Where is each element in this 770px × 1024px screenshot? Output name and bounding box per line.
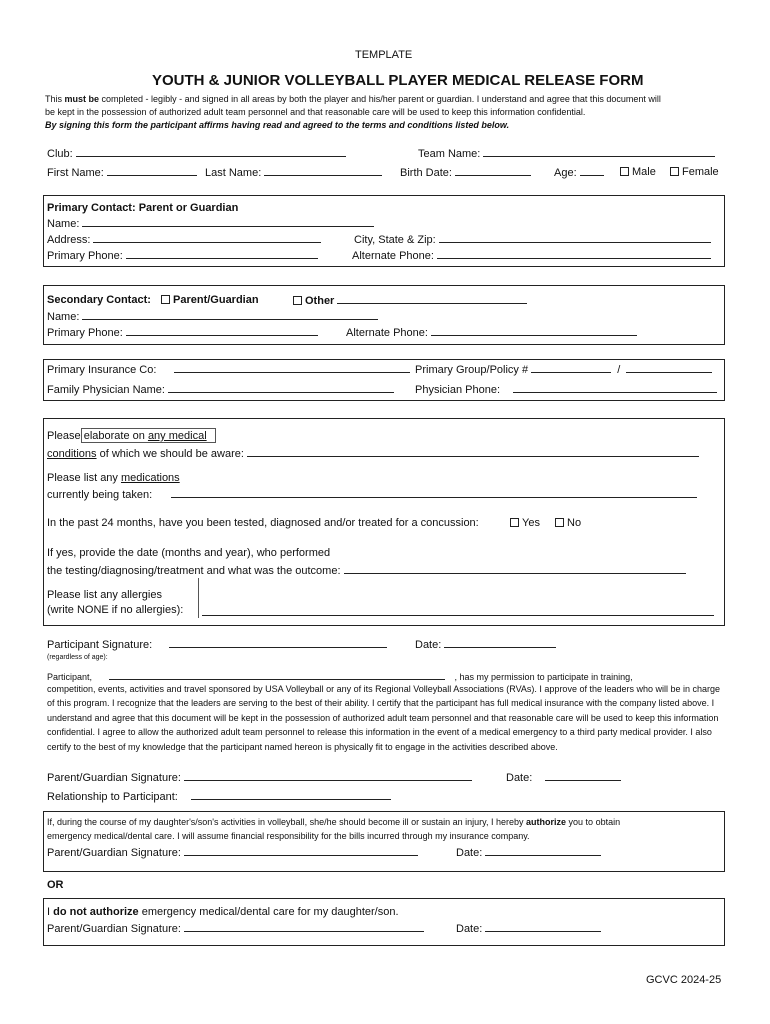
male-checkbox[interactable]: Male [620, 166, 656, 178]
first-name-line[interactable] [107, 166, 197, 176]
allergies-bracket [198, 578, 199, 618]
not-authorize-date-field[interactable]: Date: [456, 922, 601, 935]
birth-date-line[interactable] [455, 166, 531, 176]
concussion-yes-checkbox[interactable]: Yes [510, 517, 540, 529]
conditions-field[interactable]: conditions of which we should be aware: [47, 447, 699, 460]
participant-name-line[interactable] [109, 670, 445, 680]
not-authorize-text: I do not authorize emergency medical/dental care for my daughter/son. [47, 906, 399, 918]
physician-name-field[interactable]: Family Physician Name: [47, 383, 394, 396]
not-authorize-date-line[interactable] [485, 922, 601, 932]
allergies-line[interactable] [202, 615, 714, 616]
relationship-field[interactable]: Relationship to Participant: [47, 790, 391, 803]
parent-guardian-checkbox[interactable]: Parent/Guardian [161, 294, 259, 306]
consent-paragraph: competition, events, activities and travel sponsored by USA Volleyball or any of its Regional Volleyball Associations (RVAs). I approve of the leaders who will be in charge of this program. I recognize that the leaders are serving to the best of their ability. I certify that the participant has full medical insurance with the company listed above. I understand and agree that this document will be kept in the possession of authorized adult team personnel and that reasonable care will be used to keep this information confidential. I agree to allow the authorized adult team personnel to release this information in the event of a medical emergency to a third party medical provider. I also certify to the best of my knowledge that the participant named hereon is physically fit to engage in the activities described above. [47, 684, 721, 752]
primary-name-field[interactable]: Name: [47, 217, 374, 230]
if-yes-field[interactable]: the testing/diagnosing/treatment and what was the outcome: [47, 564, 686, 577]
secondary-alt-phone-line[interactable] [431, 326, 637, 336]
physician-phone-field[interactable]: Physician Phone: [415, 383, 717, 396]
group-policy-line-2[interactable] [626, 363, 712, 373]
intro-line-1: This must be completed - legibly - and signed in all areas by both the player and his/her parent or guardian. I understand and agree that this document will [45, 94, 661, 104]
club-field[interactable]: Club: [47, 147, 346, 160]
not-authorize-signature-line[interactable] [184, 922, 424, 932]
guardian-date-line[interactable] [545, 771, 621, 781]
allergies-line-2: (write NONE if no allergies): [47, 604, 184, 616]
template-label: TEMPLATE [355, 49, 413, 61]
club-line[interactable] [76, 147, 346, 157]
female-checkbox[interactable]: Female [670, 166, 719, 178]
primary-name-line[interactable] [82, 217, 374, 227]
participant-date-line[interactable] [444, 638, 556, 648]
if-yes-line-1: If yes, provide the date (months and year), who performed [47, 547, 331, 559]
insurance-co-line[interactable] [174, 363, 410, 373]
participant-signature-field[interactable]: Participant Signature: [47, 638, 387, 651]
concussion-no-box[interactable] [555, 518, 564, 527]
participant-signature-line[interactable] [169, 638, 387, 648]
physician-name-line[interactable] [168, 383, 394, 393]
secondary-contact-heading: Secondary Contact: [47, 294, 151, 306]
primary-city-field[interactable]: City, State & Zip: [354, 233, 711, 246]
concussion-question: In the past 24 months, have you been tested, diagnosed and/or treated for a concussion: [47, 517, 479, 529]
authorize-signature-field[interactable]: Parent/Guardian Signature: [47, 846, 418, 859]
intro-line-3: By signing this form the participant affirms having read and agreed to the terms and conditions listed below. [45, 120, 510, 130]
concussion-yes-box[interactable] [510, 518, 519, 527]
participant-date-field[interactable]: Date: [415, 638, 556, 651]
not-authorize-signature-field[interactable]: Parent/Guardian Signature: [47, 922, 424, 935]
authorize-date-field[interactable]: Date: [456, 846, 601, 859]
physician-phone-line[interactable] [513, 383, 717, 393]
other-checkbox[interactable]: Other [293, 294, 527, 307]
team-name-field[interactable]: Team Name: [418, 147, 715, 160]
guardian-date-field[interactable]: Date: [506, 771, 621, 784]
authorize-text-line-2: emergency medical/dental care. I will assume financial responsibility for the bills incurred through my insurance company. [47, 831, 530, 841]
primary-city-line[interactable] [439, 233, 711, 243]
primary-phone-line[interactable] [126, 249, 318, 259]
authorize-date-line[interactable] [485, 846, 601, 856]
secondary-name-line[interactable] [82, 310, 378, 320]
secondary-phone-line[interactable] [126, 326, 318, 336]
other-checkbox-box[interactable] [293, 296, 302, 305]
primary-address-line[interactable] [93, 233, 321, 243]
allergies-line-1: Please list any allergies [47, 589, 162, 601]
insurance-co-field[interactable]: Primary Insurance Co: [47, 363, 410, 376]
form-title: YOUTH & JUNIOR VOLLEYBALL PLAYER MEDICAL RELEASE FORM [152, 72, 644, 89]
male-checkbox-box[interactable] [620, 167, 629, 176]
age-field[interactable]: Age: [554, 166, 604, 179]
first-name-field[interactable]: First Name: [47, 166, 197, 179]
form-code: GCVC 2024-25 [646, 974, 722, 986]
guardian-signature-line[interactable] [184, 771, 472, 781]
authorize-text-line-1: If, during the course of my daughter's/son's activities in volleyball, she/he should become ill or sustain an injury, I hereby authorize you to obtain [47, 817, 621, 827]
concussion-no-checkbox[interactable]: No [555, 517, 581, 529]
last-name-line[interactable] [264, 166, 382, 176]
medications-line-1: Please list any medications [47, 472, 180, 484]
conditions-line-1: Please elaborate on any medical [47, 430, 207, 442]
secondary-name-field[interactable]: Name: [47, 310, 378, 323]
if-yes-line[interactable] [344, 564, 686, 574]
primary-address-field[interactable]: Address: [47, 233, 321, 246]
authorize-signature-line[interactable] [184, 846, 418, 856]
relationship-line[interactable] [191, 790, 391, 800]
last-name-field[interactable]: Last Name: [205, 166, 382, 179]
primary-alt-phone-line[interactable] [437, 249, 711, 259]
female-checkbox-box[interactable] [670, 167, 679, 176]
group-policy-field[interactable]: Primary Group/Policy # / [415, 363, 712, 376]
primary-phone-field[interactable]: Primary Phone: [47, 249, 318, 262]
medications-line[interactable] [171, 488, 697, 498]
team-name-line[interactable] [483, 147, 715, 157]
parent-guardian-checkbox-box[interactable] [161, 295, 170, 304]
age-line[interactable] [580, 166, 604, 176]
intro-line-2: be kept in the possession of authorized adult team personnel and that reasonable care will be used to keep this information confidential. [45, 107, 586, 117]
secondary-alt-phone-field[interactable]: Alternate Phone: [346, 326, 637, 339]
secondary-phone-field[interactable]: Primary Phone: [47, 326, 318, 339]
primary-contact-heading: Primary Contact: Parent or Guardian [47, 202, 239, 214]
participant-name-field[interactable]: Participant, , has my permission to participate in training, [47, 672, 633, 682]
regardless-note: (regardless of age): [47, 654, 108, 661]
conditions-line[interactable] [247, 447, 699, 457]
group-policy-line-1[interactable] [531, 363, 611, 373]
medications-field[interactable]: currently being taken: [47, 488, 697, 501]
birth-date-field[interactable]: Birth Date: [400, 166, 531, 179]
guardian-signature-field[interactable]: Parent/Guardian Signature: [47, 771, 472, 784]
other-line[interactable] [337, 294, 527, 304]
or-label: OR [47, 879, 64, 891]
primary-alt-phone-field[interactable]: Alternate Phone: [352, 249, 711, 262]
